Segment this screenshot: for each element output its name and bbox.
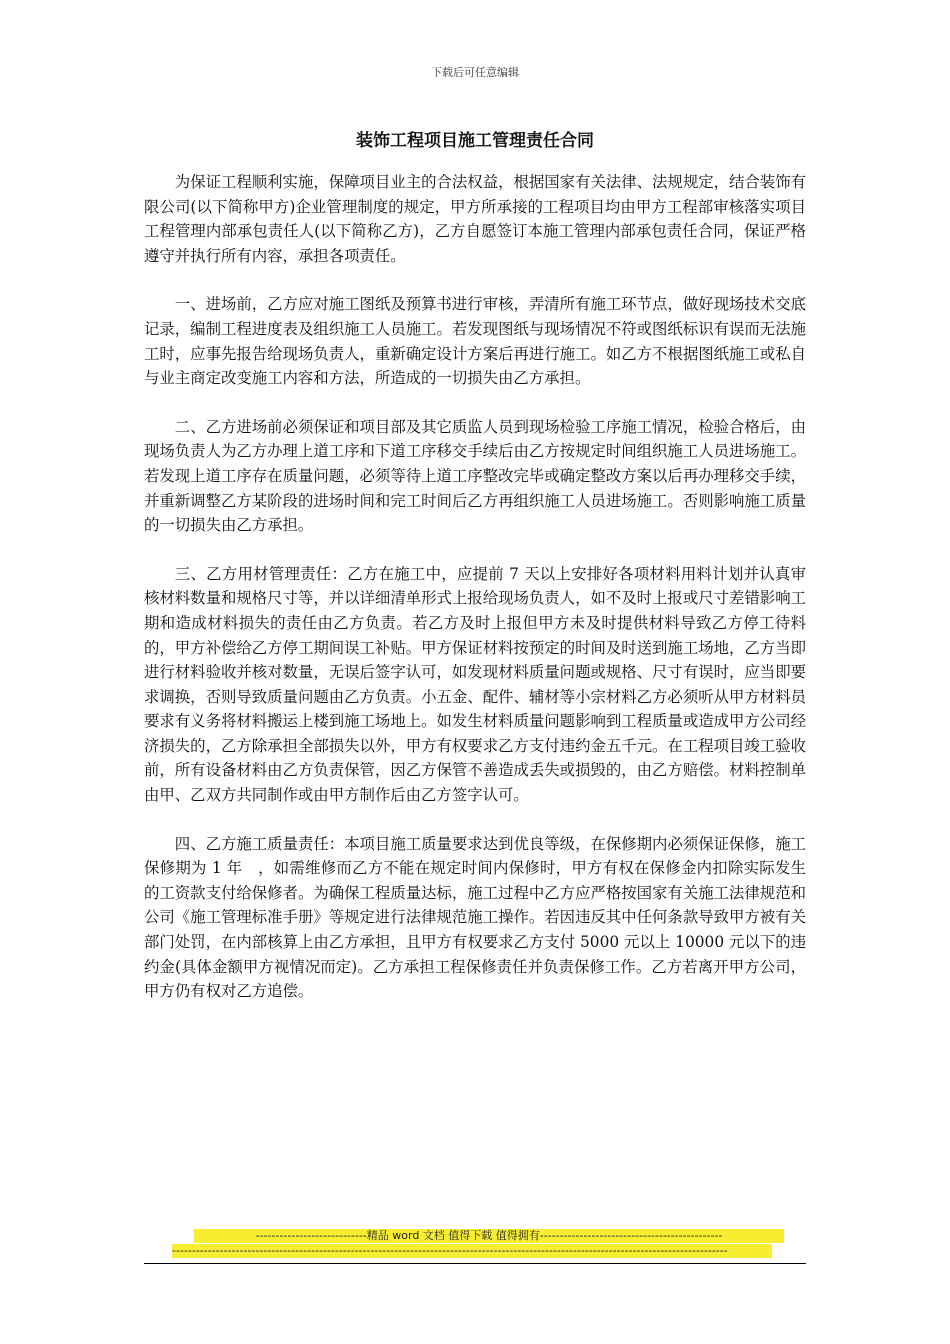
paragraph-clause-2: 二、乙方进场前必须保证和项目部及其它质监人员到现场检验工序施工情况，检验合格后，由现场负责人为乙方办理上道工序和下道工序移交手续后由乙方按规定时间组织施工人员进场施工。若发现上道工序存在质量问题，必须等待上道工序整改完毕或确定整改方案以后再办理移交手续，并重新调整乙方某阶段的进场时间和完工时间后乙方再组织施工人员进场施工。否则影响施工质量的一切损失由乙方承担。: [144, 417, 806, 535]
document-title: 装饰工程项目施工管理责任合同: [356, 131, 594, 151]
paragraph-clause-1: 一、进场前，乙方应对施工图纸及预算书进行审核，弄清所有施工环节点，做好现场技术交底记录，编制工程进度表及组织施工人员施工。若发现图纸与现场情况不符或图纸标识有误而无法施工时，应事先报告给现场负责人，重新确定设计方案后再进行施工。如乙方不根据图纸施工或私自与业主商定改变施工内容和方法，所造成的一切损失由乙方承担。: [144, 295, 806, 388]
paragraph-intro: 为保证工程顺利实施，保障项目业主的合法权益，根据国家有关法律、法规规定，结合装饰有限公司(以下简称甲方)企业管理制度的规定，甲方所承接的工程项目均由甲方工程部审核落实项目工程管理内部承包责任人(以下简称乙方)，乙方自愿签订本施工管理内部承包责任合同，保证严格遵守并执行所有内容，承担各项责任。: [144, 173, 806, 265]
header-note: 下载后可任意编辑: [431, 66, 519, 79]
footer-banner: [172, 1229, 778, 1258]
footer-divider: [144, 1263, 806, 1264]
footer-banner-line-1: ----------------------------精品 word 文档 值得下载 值得拥有----------------------------------------------: [194, 1229, 784, 1243]
paragraph-clause-4: 四、乙方施工质量责任：本项目施工质量要求达到优良等级，在保修期内必须保证保修，施工保修期为 1 年 ，如需维修而乙方不能在规定时间内保修时，甲方有权在保修金内扣除实际发生的工资款支付给保修者。为确保工程质量达标，施工过程中乙方应严格按国家有关施工法律规范和公司《施工管理标准手册》等规定进行法律规范施工操作。若因违反其中任何条款导致甲方被有关部门处罚，在内部核算上由乙方承担，且甲方有权要求乙方支付 5000 元以上 10000 元以下的违约金(具体金额甲方视情况而定)。乙方承担工程保修责任并负责保修工作。乙方若离开甲方公司，甲方仍有权对乙方追偿。: [144, 834, 806, 1001]
footer-banner-line-2: --------------------------------------------------------------------------------------------------------------------------------------------: [172, 1244, 772, 1258]
document-body: [144, 170, 806, 1028]
paragraph-clause-3: 三、乙方用材管理责任：乙方在施工中，应提前 7 天以上安排好各项材料用料计划并认真审核材料数量和规格尺寸等，并以详细清单形式上报给现场负责人，如不及时上报或尺寸差错影响工期和造成材料损失的责任由乙方负责。若乙方及时上报但甲方未及时提供材料导致乙方停工待料的，甲方补偿给乙方停工期间误工补贴。甲方保证材料按预定的时间及时送到施工场地，乙方当即进行材料验收并核对数量，无误后签字认可，如发现材料质量问题或规格、尺寸有误时，应当即要求调换，否则导致质量问题由乙方负责。小五金、配件、辅材等小宗材料乙方必须听从甲方材料员要求有义务将材料搬运上楼到施工场地上。如发生材料质量问题影响到工程质量或造成甲方公司经济损失的，乙方除承担全部损失以外，甲方有权要求乙方支付违约金五千元。在工程项目竣工验收前，所有设备材料由乙方负责保管，因乙方保管不善造成丢失或损毁的，由乙方赔偿。材料控制单由甲、乙双方共同制作或由甲方制作后由乙方签字认可。: [144, 564, 806, 805]
